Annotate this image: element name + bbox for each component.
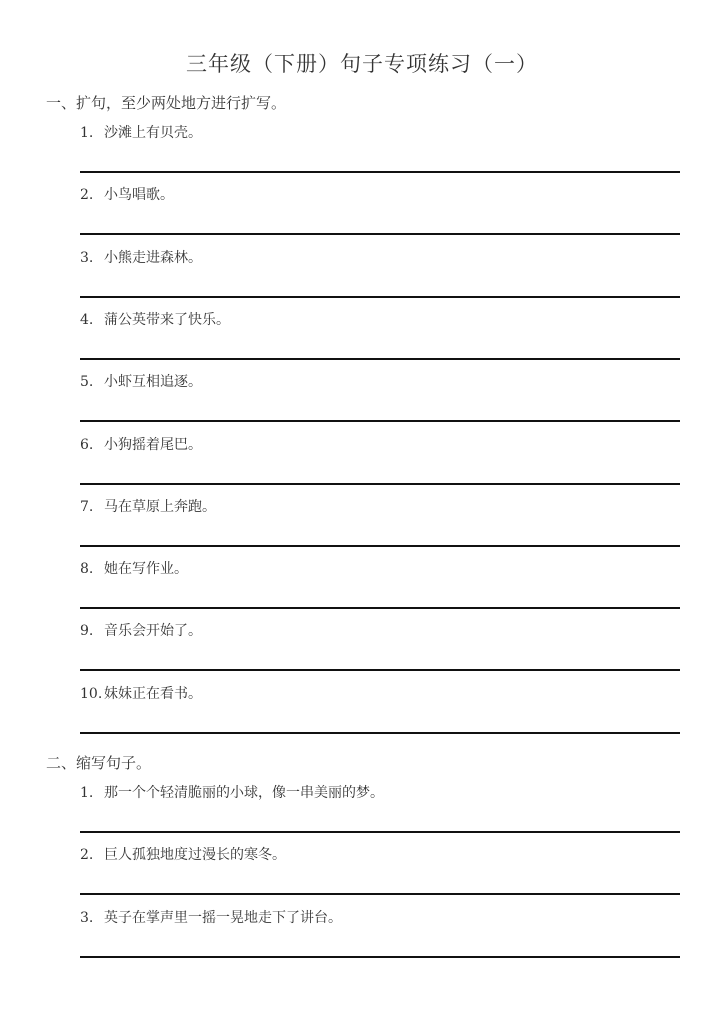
answer-line[interactable] xyxy=(80,607,680,609)
question-item xyxy=(80,621,202,641)
question-number: 3. xyxy=(80,909,94,926)
answer-line[interactable] xyxy=(80,831,680,833)
section-heading: 二、缩写句子。 xyxy=(46,754,152,772)
question-text: 小狗摇着尾巴。 xyxy=(104,436,202,453)
question-item xyxy=(80,435,202,455)
question-text: 那一个个轻清脆丽的小球，像一串美丽的梦。 xyxy=(104,785,384,801)
question-number: 4. xyxy=(80,311,94,328)
question-item xyxy=(80,559,188,579)
question-item xyxy=(80,497,216,517)
answer-line[interactable] xyxy=(80,956,680,958)
question-number: 5. xyxy=(80,374,94,391)
question-number: 3. xyxy=(80,249,94,266)
question-item xyxy=(80,908,342,928)
question-text: 音乐会开始了。 xyxy=(104,623,202,640)
question-item xyxy=(80,845,286,865)
answer-line[interactable] xyxy=(80,358,680,360)
question-number: 6. xyxy=(80,436,94,453)
answer-line[interactable] xyxy=(80,171,680,173)
question-text: 马在草原上奔跑。 xyxy=(104,498,216,515)
answer-line[interactable] xyxy=(80,545,680,547)
question-number: 8. xyxy=(80,561,94,578)
question-number: 7. xyxy=(80,498,94,515)
question-number: 1. xyxy=(80,785,94,801)
question-item xyxy=(80,310,230,330)
question-text: 她在写作业。 xyxy=(104,561,188,578)
question-item xyxy=(80,185,174,205)
answer-line[interactable] xyxy=(80,893,680,895)
question-item xyxy=(80,372,202,392)
question-number: 1. xyxy=(80,125,94,141)
answer-line[interactable] xyxy=(80,669,680,671)
question-item xyxy=(80,248,202,268)
question-number: 2. xyxy=(80,847,94,864)
question-number: 2. xyxy=(80,187,94,204)
question-text: 小熊走进森林。 xyxy=(104,249,202,266)
question-text: 妹妹正在看书。 xyxy=(104,685,202,702)
answer-line[interactable] xyxy=(80,233,680,235)
question-item xyxy=(80,783,384,803)
answer-line[interactable] xyxy=(80,296,680,298)
question-text: 沙滩上有贝壳。 xyxy=(104,125,202,141)
question-item xyxy=(80,123,202,143)
question-text: 巨人孤独地度过漫长的寒冬。 xyxy=(104,847,286,864)
question-text: 小虾互相追逐。 xyxy=(104,374,202,391)
question-text: 小鸟唱歌。 xyxy=(104,187,174,204)
section-heading: 一、扩句，至少两处地方进行扩写。 xyxy=(46,94,287,112)
question-item xyxy=(80,684,202,704)
answer-line[interactable] xyxy=(80,420,680,422)
question-text: 蒲公英带来了快乐。 xyxy=(104,311,230,328)
answer-line[interactable] xyxy=(80,732,680,734)
question-text: 英子在掌声里一摇一晃地走下了讲台。 xyxy=(104,909,342,926)
answer-line[interactable] xyxy=(80,483,680,485)
question-number: 10. xyxy=(80,685,103,702)
worksheet-title: 三年级（下册）句子专项练习（一） xyxy=(186,52,538,76)
question-number: 9. xyxy=(80,623,94,640)
